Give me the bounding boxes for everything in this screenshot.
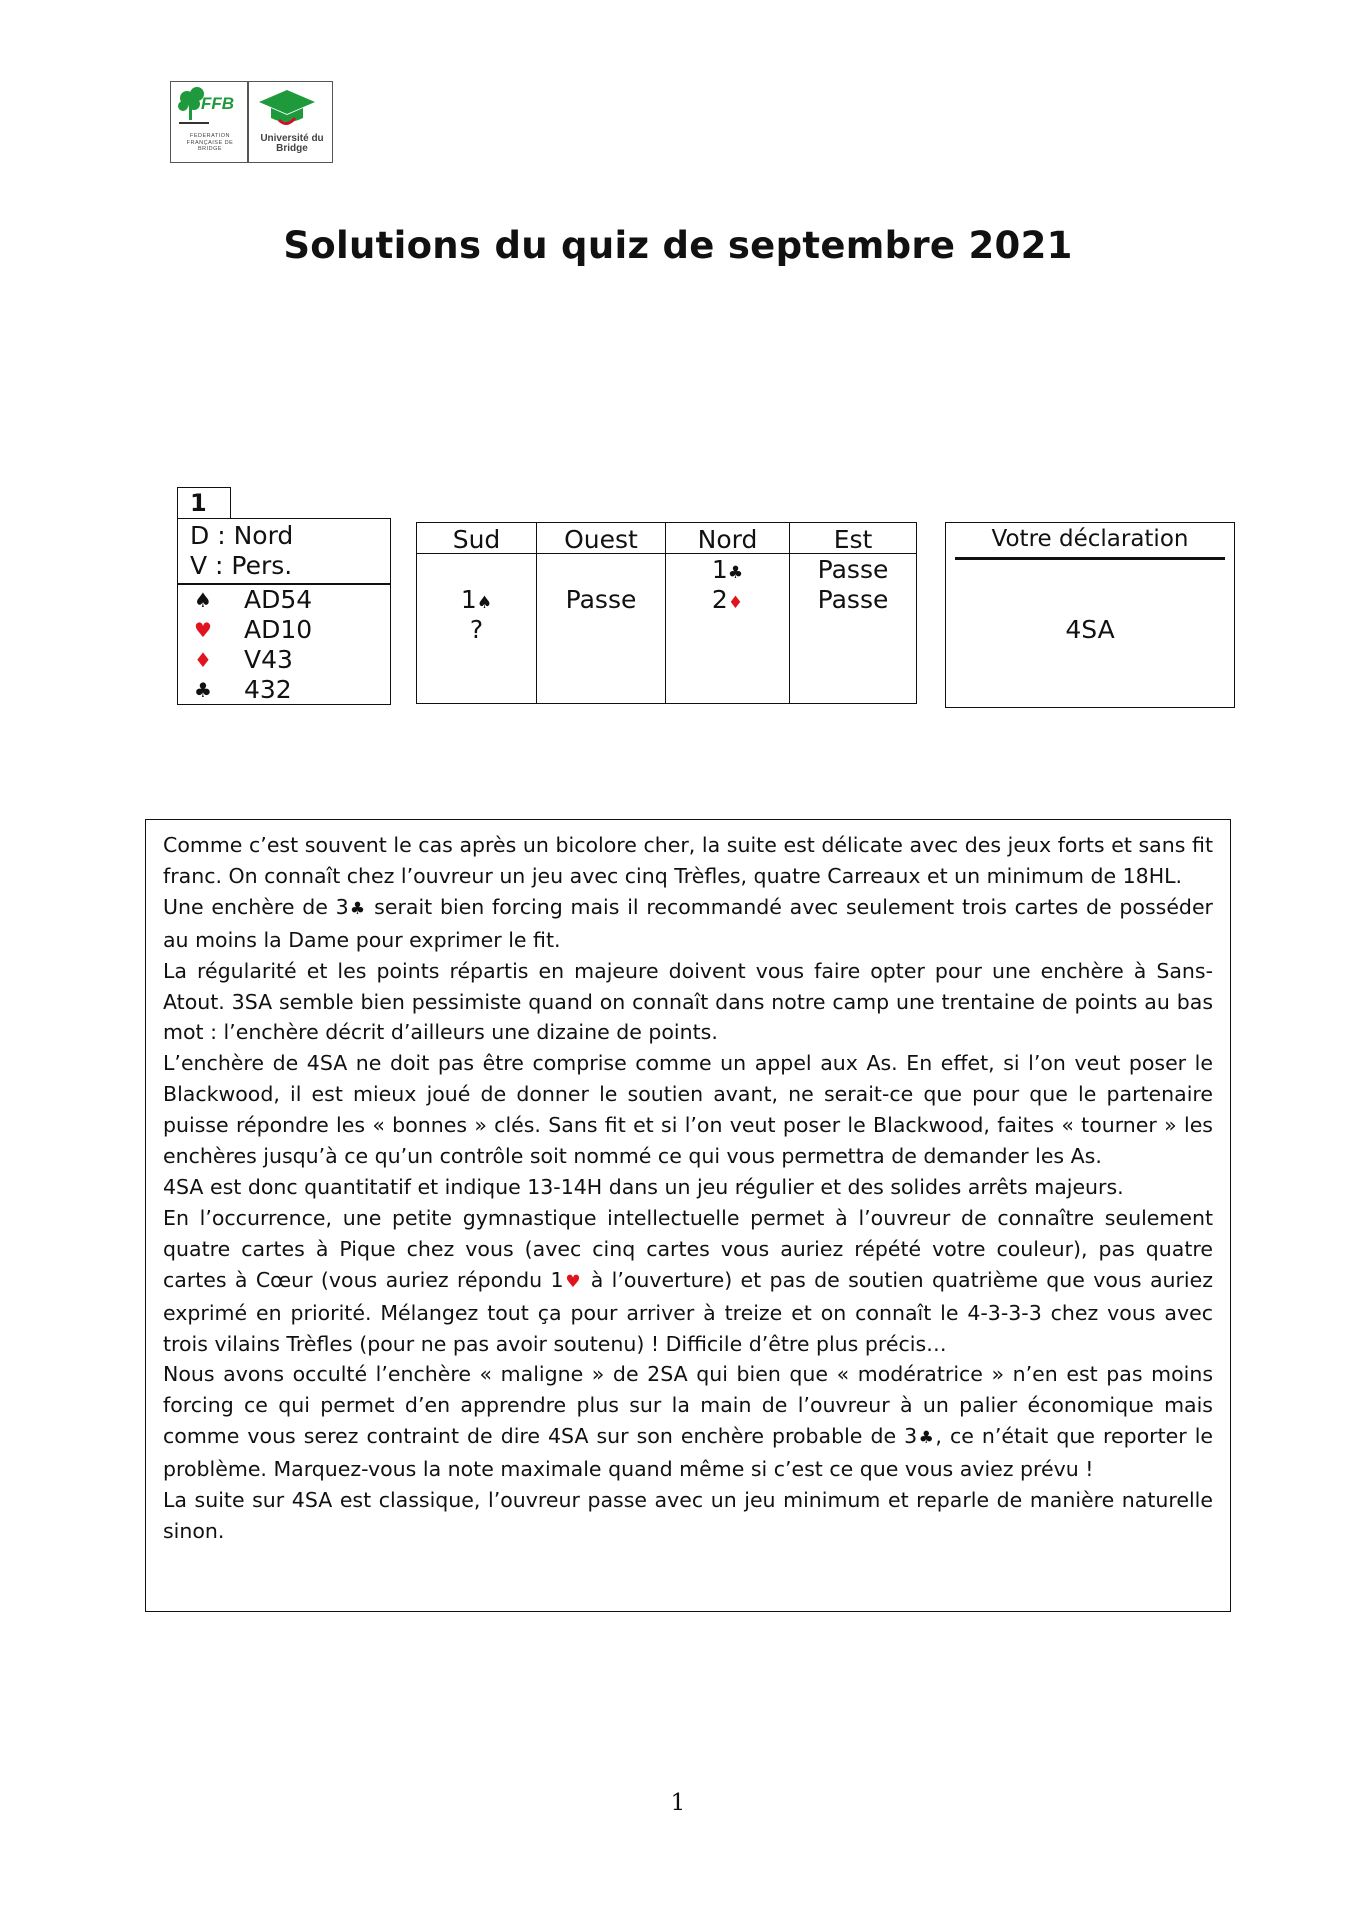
bid-nord-2: [666, 585, 789, 618]
diamond-icon: ♦: [194, 648, 212, 672]
bidding-header-ouest: Ouest: [537, 523, 665, 554]
explanation-paragraph: [163, 1359, 1213, 1485]
spade-icon: ♠: [194, 588, 212, 612]
bidding-table: [416, 522, 917, 704]
explanation-paragraph: 4SA est donc quantitatif et indique 13-14H dans un jeu régulier et des solides arrêts majeurs.: [163, 1174, 1124, 1199]
bid-level: 1: [460, 585, 477, 614]
explanation-paragraph: La régularité et les points répartis en majeure doivent vous faire opter pour une enchère à Sans-Atout. 3SA semble bien pessimiste quand on connaît dans notre camp une trentaine de points au bas mot : l’enchère décrit d’ailleurs une dizaine de points.: [163, 958, 1213, 1045]
spade-icon: ♠: [476, 593, 493, 613]
diamond-icon: ♦: [727, 593, 744, 613]
bidding-header-nord: Nord: [666, 523, 789, 554]
bidding-header-sud: Sud: [417, 523, 536, 554]
bidding-column-est: [789, 523, 916, 703]
text-run: Une enchère de 3: [163, 894, 349, 919]
diamond-cards: V43: [244, 645, 293, 674]
club-icon: ♣: [348, 898, 367, 919]
bid-est-2: Passe: [817, 585, 889, 614]
ffb-text: FFB: [201, 94, 235, 113]
bid-sud-2: ?: [469, 615, 484, 644]
bidding-column-ouest: [536, 523, 665, 703]
explanation-paragraph: La suite sur 4SA est classique, l’ouvreur passe avec un jeu minimum et reparle de manière naturelle sinon.: [163, 1488, 1213, 1543]
bidding-header-est: Est: [790, 523, 916, 554]
declaration-box: [945, 522, 1235, 708]
bid-level: 2: [711, 585, 728, 614]
text-run: à l’ouverture) et pas de soutien quatrième que vous auriez exprimé en priorité. Mélangez tout ça pour arriver à treize et on connaît le 4-3-3-3 chez vous avec trois vilains Trèfles (pour ne pas avoir soutenu) ! Difficile d’être plus précis…: [163, 1267, 1213, 1356]
graduation-cap-icon: [257, 88, 317, 132]
bidding-column-sud: [417, 523, 536, 703]
page-number: 1: [670, 1790, 686, 1816]
bid-nord-1: [666, 555, 789, 588]
bidding-column-nord: [665, 523, 789, 703]
bid-est-1: Passe: [817, 555, 889, 584]
hand-box: [177, 518, 391, 705]
bid-sud-1: [417, 585, 536, 618]
club-icon: ♣: [194, 678, 212, 702]
declaration-header: Votre déclaration: [991, 526, 1189, 552]
explanation-paragraph: Comme c’est souvent le cas après un bicolore cher, la suite est délicate avec des jeux forts et sans fit franc. On connaît chez l’ouvreur un jeu avec cinq Trèfles, quatre Carreaux et un minimum de 18HL.: [163, 833, 1213, 888]
club-icon: ♣: [727, 563, 744, 583]
declaration-rule: [955, 557, 1225, 560]
explanation-paragraph: [163, 1203, 1213, 1360]
ub-text: Université du Bridge: [260, 133, 324, 154]
heart-cards: AD10: [244, 615, 313, 644]
club-icon: ♣: [917, 1428, 936, 1449]
spade-cards: AD54: [244, 585, 313, 614]
dealer-label: D : Nord: [190, 521, 294, 550]
declaration-answer: 4SA: [1065, 615, 1115, 644]
explanation-box: [145, 819, 1231, 1612]
ffb-subtitle: FEDERATION FRANÇAISE DE BRIDGE: [186, 133, 234, 152]
explanation-paragraph: L’enchère de 4SA ne doit pas être comprise comme un appel aux As. En effet, si l’on veut poser le Blackwood, il est mieux joué de donner le soutien avant, ne serait-ce que pour que le partenaire puisse répondre les « bonnes » clés. Sans fit et si l’on veut poser le Blackwood, faites « tourner » les enchères jusqu’à ce qu’un contrôle soit nommé ce qui vous permettra de demander les As.: [163, 1051, 1213, 1169]
vulnerability-label: V : Pers.: [190, 551, 293, 580]
logo: [170, 81, 333, 163]
text-run: En l’occurrence, une petite gymnastique intellectuelle permet à l’ouvreur de connaître seulement quatre cartes à Pique chez vous (avec cinq cartes vous auriez répété votre couleur), pas quatre cartes à Cœur (vous auriez répondu 1: [163, 1205, 1213, 1292]
text-run: , ce n’était que reporter le problème. Marquez-vous la note maximale quand même si c’est ce que vous aviez prévu !: [163, 1424, 1214, 1482]
heart-icon: ♥: [563, 1271, 583, 1292]
explanation-text: [163, 830, 1213, 1547]
text-run: Nous avons occulté l’enchère « maligne » de 2SA qui bien que « modératrice » n’en est pas moins forcing ce qui permet d’en apprendre plus sur la main de l’ouvreur à un palier économique mais comme vous serez contraint de dire 4SA sur son enchère probable de 3: [163, 1362, 1213, 1449]
bid-level: 1: [711, 555, 728, 584]
deal-number: 1: [177, 487, 231, 519]
bid-ouest-1: Passe: [565, 585, 637, 614]
club-cards: 432: [244, 675, 292, 704]
logo-divider: [247, 82, 249, 162]
explanation-paragraph: [163, 892, 1213, 956]
text-run: serait bien forcing mais il recommandé avec seulement trois cartes de posséder au moins la Dame pour exprimer le fit.: [163, 894, 1213, 952]
page-title: Solutions du quiz de septembre 2021: [283, 224, 1073, 267]
heart-icon: ♥: [194, 618, 212, 642]
